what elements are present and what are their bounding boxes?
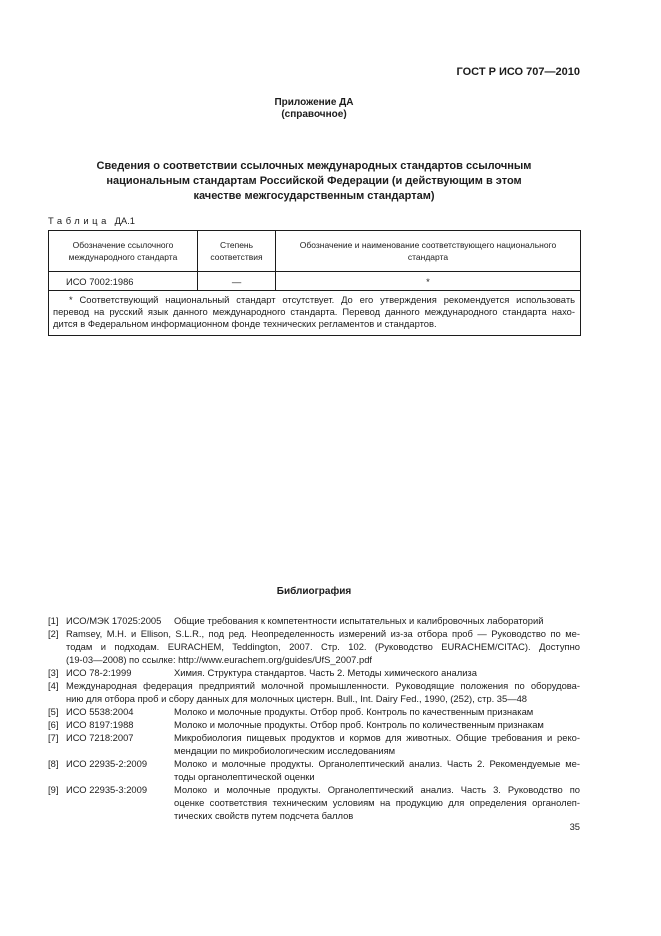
bib-entry-text-line: Молоко и молочные продукты. Отбор проб. Контроль по качественным признакам: [174, 705, 534, 717]
table-caption-number: ДА.1: [114, 214, 135, 226]
bibliography-title: Библиография: [276, 586, 352, 597]
bib-entry-text-line: (19-03—2008) по ссылке: http://www.eurachem.org/guides/UfS_2007.pdf: [66, 653, 373, 665]
header-international-standard: [49, 231, 198, 272]
bib-entry-text-line: тодам и подходам. EURACHEM, Teddington, 2007. Стр. 102. (Руководство EURACHEM/CITAC). Доступно: [66, 640, 580, 652]
bib-entry-designation: ИСО 8197:1988: [66, 718, 134, 730]
bib-entry-7: [48, 731, 580, 757]
section-title-line: качестве межгосударственным стандартам): [193, 189, 435, 202]
bib-entry-text-line: мендации по микробиологическим исследованиям: [174, 744, 396, 756]
bib-entry-text-line: Молоко и молочные продукты. Органолептический анализ. Часть 3. Руководство по: [174, 783, 580, 795]
bib-entry-1: [48, 614, 580, 627]
header-degree-of-conformity: [198, 231, 276, 272]
bib-entry-text-line: Химия. Структура стандартов. Часть 2. Методы химического анализа: [174, 666, 477, 678]
bib-entry-number: [7]: [48, 731, 59, 743]
bib-entry-text-line: Ramsey, M.H. и Ellison, S.L.R., под ред. Неопределенность измерений из-за отбора проб — Руководство по ме-: [66, 627, 580, 639]
cell-national-standard: *: [276, 272, 581, 291]
bib-entry-number: [6]: [48, 718, 59, 730]
bib-entry-text-line: Микробиология пищевых продуктов и кормов для животных. Общие требования и реко-: [174, 731, 580, 743]
table-footnote-row: [49, 291, 581, 336]
section-title-line: национальным стандартам Российской Федерации (и действующим в этом: [106, 174, 522, 187]
footnote-line: перевод на русский язык данного международного стандарта. Перевод данного международного стандарта нахо-: [53, 306, 575, 317]
bibliography-list: [48, 614, 580, 822]
bib-entry-number: [1]: [48, 614, 59, 626]
bib-entry-4: [48, 679, 580, 705]
header-national-standard: [276, 231, 581, 272]
reference-standards-table: [48, 230, 581, 336]
table-footnote: [49, 291, 581, 336]
footnote-line: * Соответствующий национальный стандарт отсутствует. До его утверждения рекомендуется использовать: [69, 294, 575, 305]
bib-entry-designation: ИСО 78-2:1999: [66, 666, 132, 678]
bib-entry-text-line: тоды органолептической оценки: [174, 770, 315, 782]
header-line: стандарта: [407, 252, 449, 262]
bib-entry-6: [48, 718, 580, 731]
bib-entry-number: [4]: [48, 679, 59, 691]
section-title-line: Сведения о соответствии ссылочных международных стандартов ссылочным: [96, 159, 532, 172]
bib-entry-8: [48, 757, 580, 783]
header-line: Степень: [219, 240, 254, 250]
bib-entry-text-line: тических свойств путем подсчета баллов: [174, 809, 354, 821]
table-header-row: [49, 231, 581, 272]
bib-entry-text-line: нию для отбора проб и сбору данных для молочных цистерн. Bull., Int. Dairy Fed., 1990, (252), стр. 35—48: [66, 692, 528, 704]
table-row: [49, 272, 581, 291]
section-title: [48, 159, 580, 204]
table-caption-word: Таблица: [48, 214, 110, 226]
header-line: соответствия: [210, 252, 263, 262]
bib-entry-text-line: Молоко и молочные продукты. Органолептический анализ. Часть 2. Рекомендуемые ме-: [174, 757, 580, 769]
bib-entry-number: [2]: [48, 627, 59, 639]
bib-entry-3: [48, 666, 580, 679]
bib-entry-designation: ИСО/МЭК 17025:2005: [66, 614, 162, 626]
cell-reference-standard: ИСО 7002:1986: [49, 272, 198, 291]
standard-code-header: ГОСТ Р ИСО 707—2010: [456, 65, 580, 78]
header-line: международного стандарта: [68, 252, 178, 262]
annex-status: (справочное): [281, 109, 347, 120]
bib-entry-number: [9]: [48, 783, 59, 795]
table-caption: [48, 214, 135, 227]
bib-entry-number: [8]: [48, 757, 59, 769]
bib-entry-5: [48, 705, 580, 718]
bib-entry-designation: ИСО 22935-2:2009: [66, 757, 148, 769]
bib-entry-text-line: Общие требования к компетентности испытательных и калибровочных лабораторий: [174, 614, 544, 626]
bib-entry-text-line: Международная федерация предприятий молочной промышленности. Руководящие положения по оборудова-: [66, 679, 580, 691]
page-number: 35: [569, 820, 580, 832]
bib-entry-2: [48, 627, 580, 666]
annex-title: Приложение ДА: [274, 97, 354, 108]
bib-entry-number: [3]: [48, 666, 59, 678]
bib-entry-designation: ИСО 22935-3:2009: [66, 783, 148, 795]
header-line: Обозначение ссылочного: [72, 240, 174, 250]
bib-entry-number: [5]: [48, 705, 59, 717]
bib-entry-9: [48, 783, 580, 822]
bib-entry-designation: ИСО 5538:2004: [66, 705, 134, 717]
bib-entry-designation: ИСО 7218:2007: [66, 731, 134, 743]
cell-degree: —: [198, 272, 276, 291]
bib-entry-text-line: Молоко и молочные продукты. Отбор проб. Контроль по количественным признакам: [174, 718, 544, 730]
bib-entry-text-line: оценке соответствия техническим условиям на продукцию для определения органолеп-: [174, 796, 580, 808]
footnote-line: дится в Федеральном информационном фонде технических регламентов и стандартов.: [53, 318, 437, 329]
header-line: Обозначение и наименование соответствующего национального: [299, 240, 557, 250]
